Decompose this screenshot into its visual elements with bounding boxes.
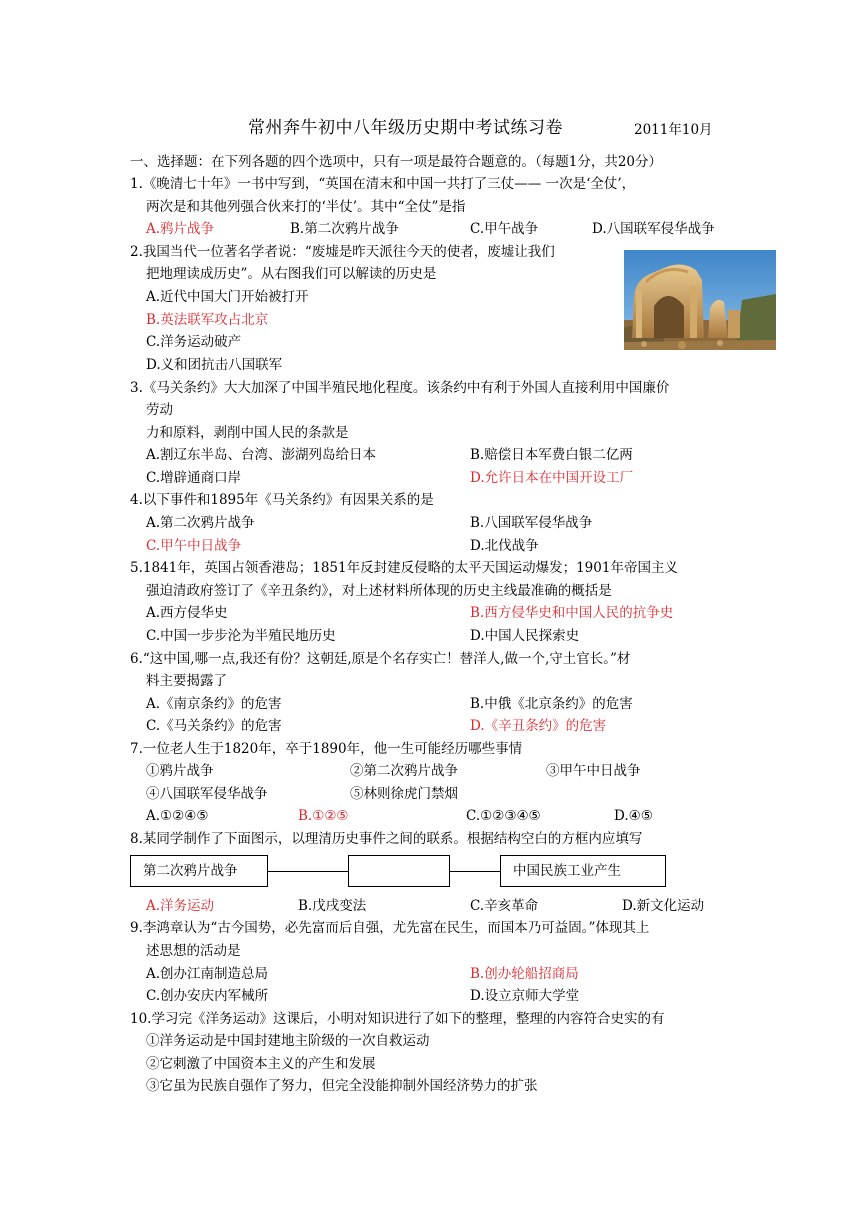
event-item: ①鸦片战争 [146, 763, 214, 779]
question-text: 6.“这中国,哪一点,我还有份？这朝廷,原是个名存实亡！替洋人,做一个,守土官长。”材 [130, 651, 631, 667]
question-text: 强迫清政府签订了《辛丑条约》，对上述材料所体现的历史主线最准确的概括是 [146, 583, 612, 599]
option-d: D.八国联军侵华战争 [592, 221, 715, 237]
option-a: A.西方侵华史 [146, 605, 228, 621]
option-b: B.戊戌变法 [298, 898, 367, 914]
question-text: 述思想的活动是 [146, 943, 241, 959]
option-a: A.近代中国大门开始被打开 [146, 289, 309, 305]
option-d: D.北伐战争 [470, 538, 539, 554]
question-text: 劳动 [146, 402, 173, 418]
option-d: D.义和团抗击八国联军 [146, 357, 283, 373]
option-b-answer: B.西方侵华史和中国人民的抗争史 [470, 605, 674, 621]
option-b: B.赔偿日本军费白银二亿两 [470, 447, 633, 463]
option-d: D.④⑤ [614, 808, 653, 824]
question-text: 1.《晚清七十年》一书中写到，“英国在清末和中国一共打了三仗—— 一次是‘全仗’， [130, 176, 636, 192]
diagram-box-blank [348, 855, 450, 887]
option-b-answer: B.英法联军攻占北京 [146, 312, 269, 328]
option-d-answer: D.允许日本在中国开设工厂 [470, 470, 634, 486]
option-b: B.中俄《北京条约》的危害 [470, 696, 633, 712]
question-text: 把地理读成历史”。从右图我们可以解读的历史是 [146, 266, 437, 282]
question-text: 4.以下事件和1895年《马关条约》有因果关系的是 [130, 492, 434, 508]
option-c: C.《马关条约》的危害 [146, 718, 282, 734]
section-heading: 一、选择题：在下列各题的四个选项中，只有一项是最符合题意的。（每题1分，共20分） [130, 154, 663, 170]
option-c: C.中国一步步沦为半殖民地历史 [146, 628, 336, 644]
option-a-answer: A.鸦片战争 [146, 221, 215, 237]
event-item: ②第二次鸦片战争 [350, 763, 458, 779]
option-b-answer: B.①②⑤ [298, 808, 349, 824]
option-b: B.八国联军侵华战争 [470, 515, 593, 531]
question-text: 9.李鸿章认为“古今国势，必先富而后自强，尤先富在民生，而国本乃可益固。”体现其上 [130, 920, 650, 936]
question-text: 10.学习完《洋务运动》这课后，小明对知识进行了如下的整理，整理的内容符合史实的有 [130, 1011, 665, 1027]
exam-date: 2011年10月 [634, 122, 713, 138]
option-c-answer: C.甲午中日战争 [146, 538, 242, 554]
option-c: C.创办安庆内军械所 [146, 988, 269, 1004]
option-d-answer: D.《辛丑条约》的危害 [470, 718, 607, 734]
statement-item: ②它刺激了中国资本主义的产生和发展 [146, 1056, 376, 1072]
question-text: 5.1841年，英国占领香港岛；1851年反封建反侵略的太平天国运动爆发；1901年帝国主义 [130, 560, 678, 576]
option-c: C.辛亥革命 [470, 898, 539, 914]
event-item: ③甲午中日战争 [546, 763, 641, 779]
option-d: D.新文化运动 [622, 898, 705, 914]
statement-item: ③它虽为民族自强作了努力，但完全没能抑制外国经济势力的扩张 [146, 1078, 538, 1094]
question-text: 7.一位老人生于1820年，卒于1890年，他一生可能经历哪些事情 [130, 741, 523, 757]
statement-item: ①洋务运动是中国封建地主阶级的一次自救运动 [146, 1033, 430, 1049]
option-c: C.洋务运动破产 [146, 334, 242, 350]
question-text: 8.某同学制作了下面图示，以理清历史事件之间的联系。根据结构空白的方框内应填写 [130, 831, 643, 847]
diagram-connector [268, 871, 348, 872]
option-a: A.第二次鸦片战争 [146, 515, 255, 531]
question-text: 力和原料，剥削中国人民的条款是 [146, 425, 349, 441]
option-c: C.增辟通商口岸 [146, 470, 242, 486]
diagram-box-start: 第二次鸦片战争 [130, 855, 268, 887]
question-text: 料主要揭露了 [146, 673, 227, 689]
option-d: D.设立京师大学堂 [470, 988, 580, 1004]
question-text: 2.我国当代一位著名学者说：“废墟是昨天派往今天的使者，废墟让我们 [130, 244, 555, 260]
option-a: A.创办江南制造总局 [146, 966, 269, 982]
option-a: A.《南京条约》的危害 [146, 696, 282, 712]
question-text: 3.《马关条约》大大加深了中国半殖民地化程度。该条约中有利于外国人直接利用中国廉价 [130, 380, 670, 396]
option-a-answer: A.洋务运动 [146, 898, 215, 914]
option-b-answer: B.创办轮船招商局 [470, 966, 579, 982]
page-title: 常州奔牛初中八年级历史期中考试练习卷 [248, 118, 563, 138]
event-item: ④八国联军侵华战争 [146, 786, 268, 802]
ruins-photo [624, 250, 776, 350]
option-a: A.①②④⑤ [146, 808, 209, 824]
option-c: C.甲午战争 [470, 221, 539, 237]
question-text: 两次是和其他列强合伙来打的‘半仗’。其中“全仗”是指 [146, 199, 466, 215]
diagram-box-end: 中国民族工业产生 [500, 855, 666, 887]
diagram-connector [450, 871, 500, 872]
option-d: D.中国人民探索史 [470, 628, 580, 644]
option-a: A.割辽东半岛、台湾、澎湖列岛给日本 [146, 447, 377, 463]
option-b: B.第二次鸦片战争 [290, 221, 399, 237]
option-c: C.①②③④⑤ [466, 808, 541, 824]
event-item: ⑤林则徐虎门禁烟 [350, 786, 458, 802]
